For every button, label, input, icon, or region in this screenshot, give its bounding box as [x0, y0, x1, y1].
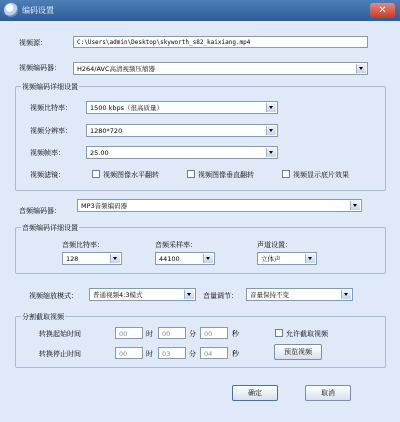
audio-bitrate-label: 音频比特率：: [62, 241, 104, 249]
volume-label: 音量调节：: [203, 292, 238, 300]
title-bar: [0, 0, 400, 21]
scale-mode-select[interactable]: [89, 288, 196, 301]
end-time-label: 转换停止时间: [39, 350, 81, 358]
video-framerate-value: 25.00: [90, 149, 109, 157]
video-bitrate-value: 1500 kbps（很高质量）: [90, 104, 164, 112]
audio-bitrate-select[interactable]: [62, 252, 122, 265]
chevron-down-icon[interactable]: [266, 103, 276, 112]
audio-encoder-label: 音频编码器：: [19, 207, 61, 215]
hflip-label: 视频图像水平翻转: [103, 171, 159, 179]
video-source-label: 视频源：: [19, 39, 47, 47]
split-title: 分割截取视频: [22, 313, 64, 321]
video-details-title: 视频编码详细设置: [22, 83, 78, 91]
start-hour-field[interactable]: 00: [115, 327, 143, 339]
volume-select[interactable]: [246, 288, 353, 301]
end-minute-field[interactable]: 03: [158, 347, 186, 359]
negative-checkbox[interactable]: [282, 170, 290, 178]
video-encoder-label: 视频编码器：: [19, 64, 61, 72]
start-minute-unit: 分: [189, 330, 196, 338]
video-framerate-select[interactable]: [86, 146, 278, 159]
audio-encoder-select[interactable]: [77, 199, 362, 212]
chevron-down-icon[interactable]: [341, 290, 351, 299]
chevron-down-icon[interactable]: [184, 290, 194, 299]
hflip-checkbox[interactable]: [92, 170, 100, 178]
chevron-down-icon[interactable]: [203, 254, 213, 263]
start-second-unit: 秒: [232, 330, 239, 338]
cancel-button[interactable]: 取消: [305, 385, 351, 401]
start-hour-unit: 时: [146, 330, 153, 338]
audio-channels-label: 声道设置：: [257, 241, 292, 249]
allow-clip-checkbox[interactable]: [275, 329, 283, 337]
allow-clip-label: 允许截取视频: [286, 330, 328, 338]
negative-label: 视频显示底片效果: [293, 171, 349, 179]
split-group: [15, 313, 386, 368]
ok-button[interactable]: 确定: [232, 385, 278, 401]
close-button[interactable]: ✕: [370, 3, 395, 18]
audio-samplerate-select[interactable]: [155, 252, 215, 265]
video-encoder-select[interactable]: [73, 62, 368, 75]
scale-mode-label: 视频缩放模式：: [29, 292, 78, 300]
audio-bitrate-value: 128: [66, 255, 79, 263]
start-time-label: 转换起始时间: [39, 330, 81, 338]
chevron-down-icon[interactable]: [350, 201, 360, 210]
video-bitrate-label: 视频比特率：: [30, 104, 72, 112]
audio-encoder-value: MP3音频编码器: [81, 202, 128, 210]
volume-value: 音量保持不变: [250, 291, 289, 299]
audio-details-title: 音频编码详细设置: [22, 224, 78, 232]
window-title: 编码设置: [22, 6, 54, 15]
video-framerate-label: 视频帧率：: [30, 149, 65, 157]
chevron-down-icon[interactable]: [305, 254, 315, 263]
scale-mode-value: 普通视频4:3模式: [93, 291, 143, 299]
audio-details-group: [15, 224, 386, 274]
video-resolution-label: 视频分辨率：: [30, 127, 72, 135]
preview-video-button[interactable]: 预览视频: [274, 344, 322, 360]
end-second-field[interactable]: 04: [200, 347, 228, 359]
video-bitrate-select[interactable]: [86, 101, 278, 114]
chevron-down-icon[interactable]: [110, 254, 120, 263]
audio-channels-value: 立体声: [261, 255, 281, 263]
vflip-label: 视频图像垂直翻转: [198, 171, 254, 179]
chevron-down-icon[interactable]: [356, 64, 366, 73]
audio-samplerate-label: 音频采样率：: [155, 241, 197, 249]
app-icon: [4, 3, 18, 17]
video-resolution-value: 1280*720: [90, 127, 123, 135]
video-filter-label: 视频滤镜：: [30, 171, 65, 179]
audio-channels-select[interactable]: [257, 252, 317, 265]
chevron-down-icon[interactable]: [266, 126, 276, 135]
end-hour-field[interactable]: 00: [115, 347, 143, 359]
start-second-field[interactable]: 00: [200, 327, 228, 339]
end-minute-unit: 分: [189, 350, 196, 358]
chevron-down-icon[interactable]: [266, 148, 276, 157]
video-resolution-select[interactable]: [86, 124, 278, 137]
start-minute-field[interactable]: 00: [158, 327, 186, 339]
video-source-field[interactable]: C:\Users\admin\Desktop\skyworth_s82_kaixiang.mp4: [73, 36, 368, 48]
audio-samplerate-value: 44100: [159, 255, 180, 263]
vflip-checkbox[interactable]: [187, 170, 195, 178]
end-second-unit: 秒: [232, 350, 239, 358]
end-hour-unit: 时: [146, 350, 153, 358]
video-encoder-value: H264/AVC高清视频压缩器: [77, 65, 155, 73]
